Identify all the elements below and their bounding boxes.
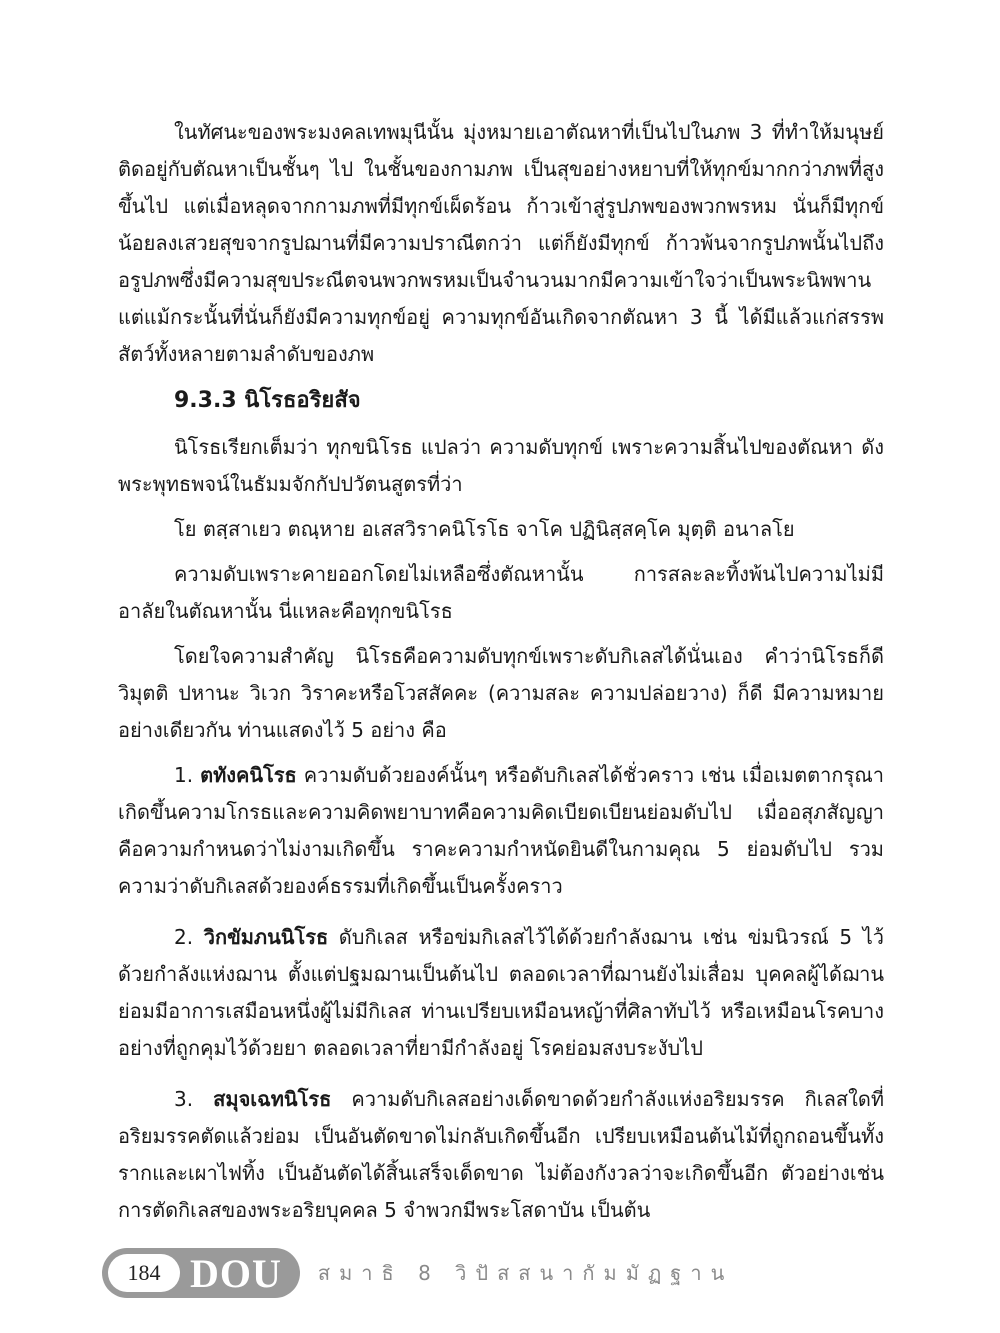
page-number: 184 (108, 1254, 180, 1292)
list-item-1 (118, 757, 884, 905)
list-number: 1. (174, 763, 194, 787)
list-term: สมุจเฉทนิโรธ (213, 1087, 332, 1111)
list-number: 2. (174, 925, 194, 949)
page-footer (102, 1248, 733, 1298)
list-term: ตทังคนิโรธ (200, 763, 297, 787)
paragraph-intro: ในทัศนะของพระมงคลเทพมุนีนั้น มุ่งหมายเอาตัณหาที่เป็นไปในภพ 3 ที่ทำให้มนุษย์ติดอยู่กับตัณหาเป็นชั้นๆ ไป ในชั้นของกามภพ เป็นสุขอย่างหยาบที่ให้ทุกข์มากกว่าภพที่สูงขึ้นไป แต่เมื่อหลุดจากกามภพที่มีทุกข์เผ็ดร้อน ก้าวเข้าสู่รูปภพของพวกพรหม นั่นก็มีทุกข์น้อยลงเสวยสุขจากรูปฌานที่มีความปราณีตกว่า แต่ก็ยังมีทุกข์ ก้าวพ้นจากรูปภพนั้นไปถึงอรูปภพซึ่งมีความสุขประณีตจนพวกพรหมเป็นจำนวนมากมีความเข้าใจว่าเป็นพระนิพพานแต่แม้กระนั้นที่นั่นก็ยังมีความทุกข์อยู่ ความทุกข์อันเกิดจากตัณหา 3 นี้ ได้มีแล้วแก่สรรพสัตว์ทั้งหลายตามลำดับของภพ (118, 120, 884, 366)
brand-logo: DOU (190, 1250, 282, 1296)
book-title: สมาธิ 8 วิปัสสนากัมมัฏฐาน (317, 1261, 734, 1285)
paragraph-summary: โดยใจความสำคัญ นิโรธคือความดับทุกข์เพราะดับกิเลสได้นั่นเอง คำว่านิโรธก็ดี วิมุตติ ปหานะ วิเวก วิราคะหรือโวสสัคคะ (ความสละ ความปล่อยวาง) ก็ดี มีความหมายอย่างเดียวกัน ท่านแสดงไว้ 5 อย่าง คือ (118, 644, 884, 742)
list-item-3 (118, 1081, 884, 1229)
paragraph-definition: นิโรธเรียกเต็มว่า ทุกขนิโรธ แปลว่า ความดับทุกข์ เพราะความสิ้นไปของตัณหา ดังพระพุทธพจน์ในธัมมจักกัปปวัตนสูตรที่ว่า (118, 435, 884, 496)
footer-badge (102, 1248, 300, 1298)
list-item-2 (118, 919, 884, 1067)
section-heading: 9.3.3 นิโรธอริยสัจ (174, 388, 361, 413)
paragraph-translation: ความดับเพราะคายออกโดยไม่เหลือซึ่งตัณหานั้น การสละละทิ้งพ้นไปความไม่มีอาลัยในตัณหานั้น นี่แหละคือทุกขนิโรธ (118, 562, 884, 623)
list-text: ความดับกิเลสอย่างเด็ดขาดด้วยกำลังแห่งอริยมรรค กิเลสใดที่อริยมรรคตัดแล้วย่อม เป็นอันตัดขาดไม่กลับเกิดขึ้นอีก เปรียบเหมือนต้นไม้ที่ถูกถอนขึ้นทั้งรากและเผาไฟทิ้ง เป็นอันตัดได้สิ้นเสร็จเด็ดขาด ไม่ต้องกังวลว่าจะเกิดขึ้นอีก ตัวอย่างเช่น การตัดกิเลสของพระอริยบุคคล 5 จำพวกมีพระโสดาบัน เป็นต้น (118, 1087, 884, 1222)
list-text: ความดับด้วยองค์นั้นๆ หรือดับกิเลสได้ชั่วคราว เช่น เมื่อเมตตากรุณาเกิดขึ้นความโกรธและความคิดพยาบาทคือความคิดเบียดเบียนย่อมดับไป เมื่ออสุภสัญญาคือความกำหนดว่าไม่งามเกิดขึ้น ราคะความกำหนัดยินดีในกามคุณ 5 ย่อมดับไป รวมความว่าดับกิเลสด้วยองค์ธรรมที่เกิดขึ้นเป็นครั้งคราว (118, 763, 885, 898)
list-term: วิกขัมภนนิโรธ (203, 925, 329, 949)
list-number: 3. (174, 1087, 194, 1111)
page-body (118, 114, 884, 1243)
pali-quote: โย ตสฺสาเยว ตณฺหาย อเสสวิราคนิโรโธ จาโค ปฏินิสฺสคฺโค มุตฺติ อนาลโย (174, 517, 795, 541)
list-text: ดับกิเลส หรือข่มกิเลสไว้ได้ด้วยกำลังฌาน เช่น ข่มนิวรณ์ 5 ไว้ด้วยกำลังแห่งฌาน ตั้งแต่ปฐมฌานเป็นต้นไป ตลอดเวลาที่ฌานยังไม่เสื่อม บุคคลผู้ได้ฌานย่อมมีอาการเสมือนหนึ่งผู้ไม่มีกิเลส ท่านเปรียบเหมือนหญ้าที่ศิลาทับไว้ หรือเหมือนโรคบางอย่างที่ถูกคุมไว้ด้วยยา ตลอดเวลาที่ยามีกำลังอยู่ โรคย่อมสงบระงับไป (118, 925, 885, 1060)
